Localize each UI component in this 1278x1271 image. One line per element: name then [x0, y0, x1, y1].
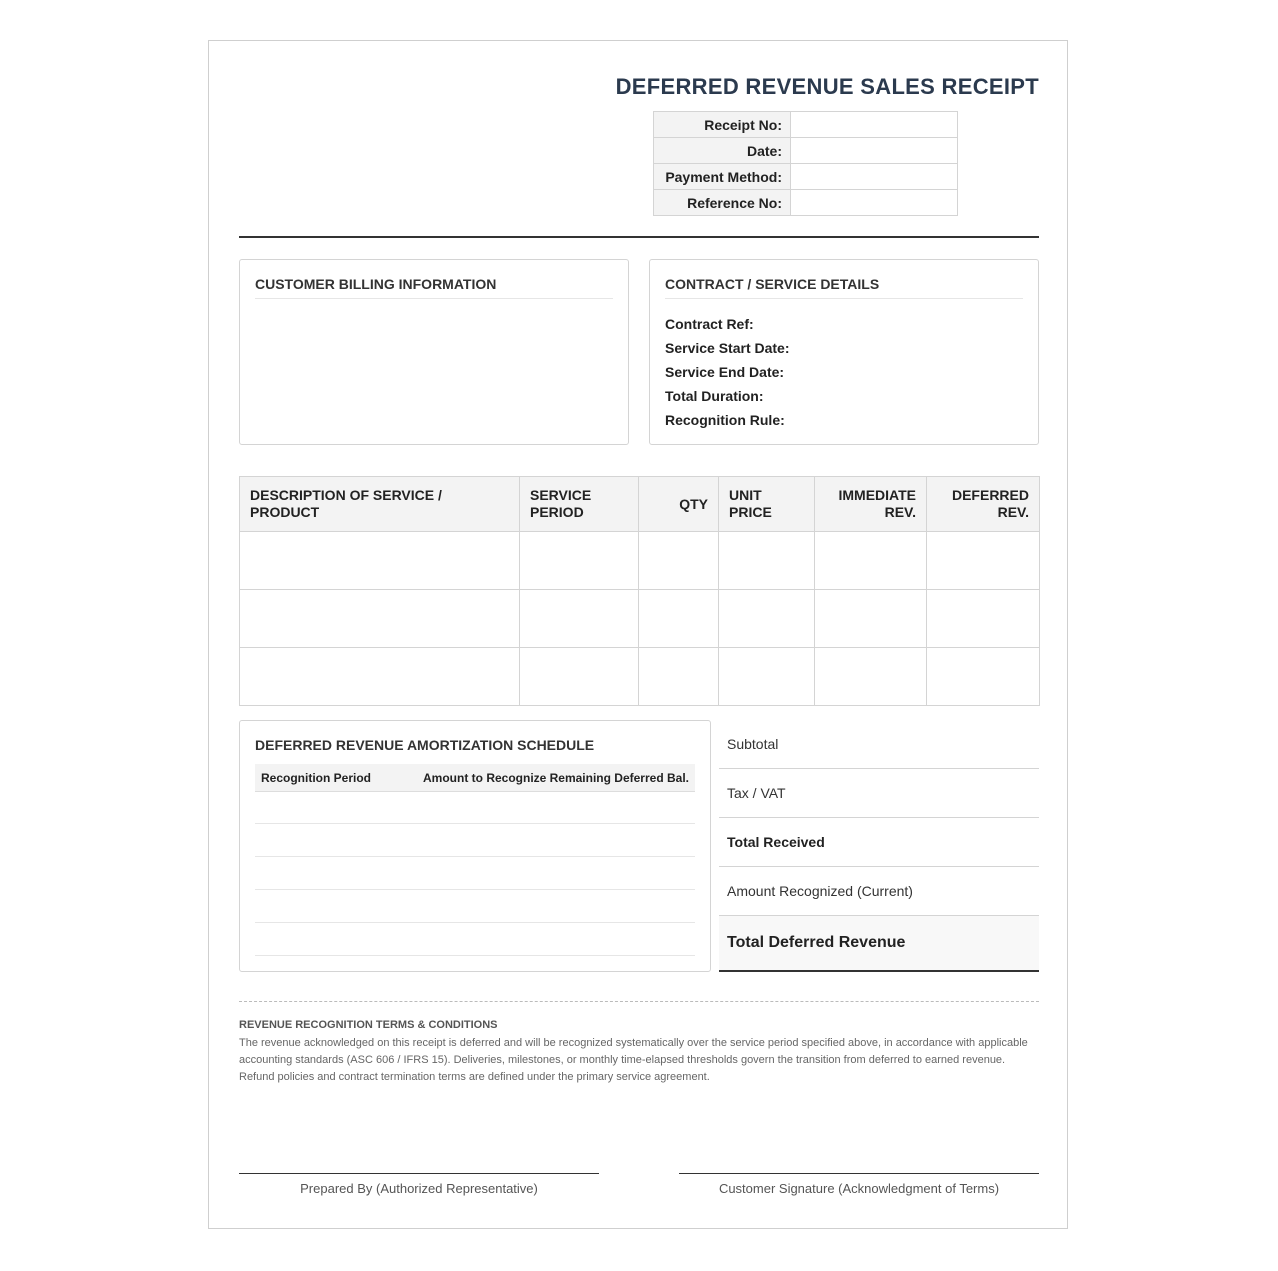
payment-method-field[interactable]	[791, 164, 958, 190]
col-remaining-deferred-bal: Remaining Deferred Bal.	[549, 771, 689, 785]
amount-recognized-row: Amount Recognized (Current)	[719, 867, 1039, 916]
col-qty: QTY	[639, 477, 719, 532]
meta-row-date	[654, 138, 958, 164]
payment-method-label: Payment Method:	[654, 164, 791, 190]
meta-row-receipt-no	[654, 112, 958, 138]
cell-unit-price[interactable]	[719, 590, 815, 648]
meta-row-reference-no	[654, 190, 958, 216]
col-service-period: SERVICE PERIOD	[520, 477, 639, 532]
date-field[interactable]	[791, 138, 958, 164]
subtotal-row: Subtotal	[719, 720, 1039, 769]
customer-signature-line[interactable]	[679, 1173, 1039, 1174]
col-description: DESCRIPTION OF SERVICE / PRODUCT	[240, 477, 520, 532]
tax-vat-row: Tax / VAT	[719, 769, 1039, 818]
table-row	[240, 648, 1040, 706]
service-start-date-label: Service Start Date:	[665, 340, 790, 356]
cell-deferred-rev[interactable]	[927, 532, 1040, 590]
cell-deferred-rev[interactable]	[927, 648, 1040, 706]
receipt-no-field[interactable]	[791, 112, 958, 138]
prepared-by-signature-line[interactable]	[239, 1173, 599, 1174]
cell-qty[interactable]	[639, 590, 719, 648]
cell-description[interactable]	[240, 590, 520, 648]
cell-unit-price[interactable]	[719, 532, 815, 590]
line-items-header	[240, 477, 1040, 532]
cell-qty[interactable]	[639, 532, 719, 590]
customer-billing-box[interactable]	[239, 259, 629, 445]
list-item[interactable]	[255, 889, 695, 890]
customer-signature-label: Customer Signature (Acknowledgment of Terms)	[718, 1181, 1000, 1196]
amortization-schedule	[239, 720, 711, 972]
receipt-title: DEFERRED REVENUE SALES RECEIPT	[615, 74, 1039, 99]
cell-description[interactable]	[240, 648, 520, 706]
receipt-no-label: Receipt No:	[654, 112, 791, 138]
reference-no-field[interactable]	[791, 190, 958, 216]
list-item[interactable]	[255, 823, 695, 824]
cell-qty[interactable]	[639, 648, 719, 706]
amortization-header	[255, 764, 695, 792]
cell-immediate-rev[interactable]	[815, 648, 927, 706]
terms-title: REVENUE RECOGNITION TERMS & CONDITIONS	[239, 1019, 498, 1031]
col-deferred-rev: DEFERRED REV.	[927, 477, 1040, 532]
col-amount-to-recognize: Amount to Recognize	[423, 771, 547, 785]
cell-service-period[interactable]	[520, 532, 639, 590]
meta-row-payment-method	[654, 164, 958, 190]
amortization-schedule-title: DEFERRED REVENUE AMORTIZATION SCHEDULE	[255, 737, 595, 753]
receipt-meta-table	[653, 111, 958, 216]
header-divider	[239, 236, 1039, 238]
contract-fields	[665, 312, 790, 432]
table-row	[240, 532, 1040, 590]
contract-details-box	[649, 259, 1039, 445]
line-items-table	[239, 476, 1040, 706]
table-row	[240, 590, 1040, 648]
list-item[interactable]	[255, 856, 695, 857]
service-end-date-label: Service End Date:	[665, 364, 785, 380]
prepared-by-label: Prepared By (Authorized Representative)	[300, 1181, 538, 1196]
cell-service-period[interactable]	[520, 648, 639, 706]
contract-ref-label: Contract Ref:	[665, 316, 754, 332]
cell-immediate-rev[interactable]	[815, 590, 927, 648]
col-unit-price: UNIT PRICE	[719, 477, 815, 532]
date-label: Date:	[654, 138, 791, 164]
cell-deferred-rev[interactable]	[927, 590, 1040, 648]
recognition-rule-label: Recognition Rule:	[665, 412, 785, 428]
col-immediate-rev: IMMEDIATE REV.	[815, 477, 927, 532]
list-item[interactable]	[255, 922, 695, 923]
total-deferred-revenue-row: Total Deferred Revenue	[719, 916, 1039, 972]
terms-text: The revenue acknowledged on this receipt is deferred and will be recognized systematically over the service period specified above, in accordance with applicable accounting standards (ASC 606 / IFRS 15). Deliveries, milestones, or monthly time-elapsed thresholds govern the transition from deferred to earned revenue. Refund policies and contract termination terms are defined under the primary service agreement.	[239, 1037, 1028, 1083]
terms-divider	[239, 1001, 1039, 1002]
contract-details-title: CONTRACT / SERVICE DETAILS	[665, 276, 1023, 299]
cell-service-period[interactable]	[520, 590, 639, 648]
totals-panel	[719, 720, 1039, 972]
customer-billing-title: CUSTOMER BILLING INFORMATION	[255, 276, 613, 299]
cell-immediate-rev[interactable]	[815, 532, 927, 590]
total-duration-label: Total Duration:	[665, 388, 764, 404]
reference-no-label: Reference No:	[654, 190, 791, 216]
col-recognition-period: Recognition Period	[261, 771, 372, 785]
total-received-row: Total Received	[719, 818, 1039, 867]
cell-unit-price[interactable]	[719, 648, 815, 706]
cell-description[interactable]	[240, 532, 520, 590]
receipt-page	[208, 40, 1068, 1229]
list-item[interactable]	[255, 955, 695, 956]
